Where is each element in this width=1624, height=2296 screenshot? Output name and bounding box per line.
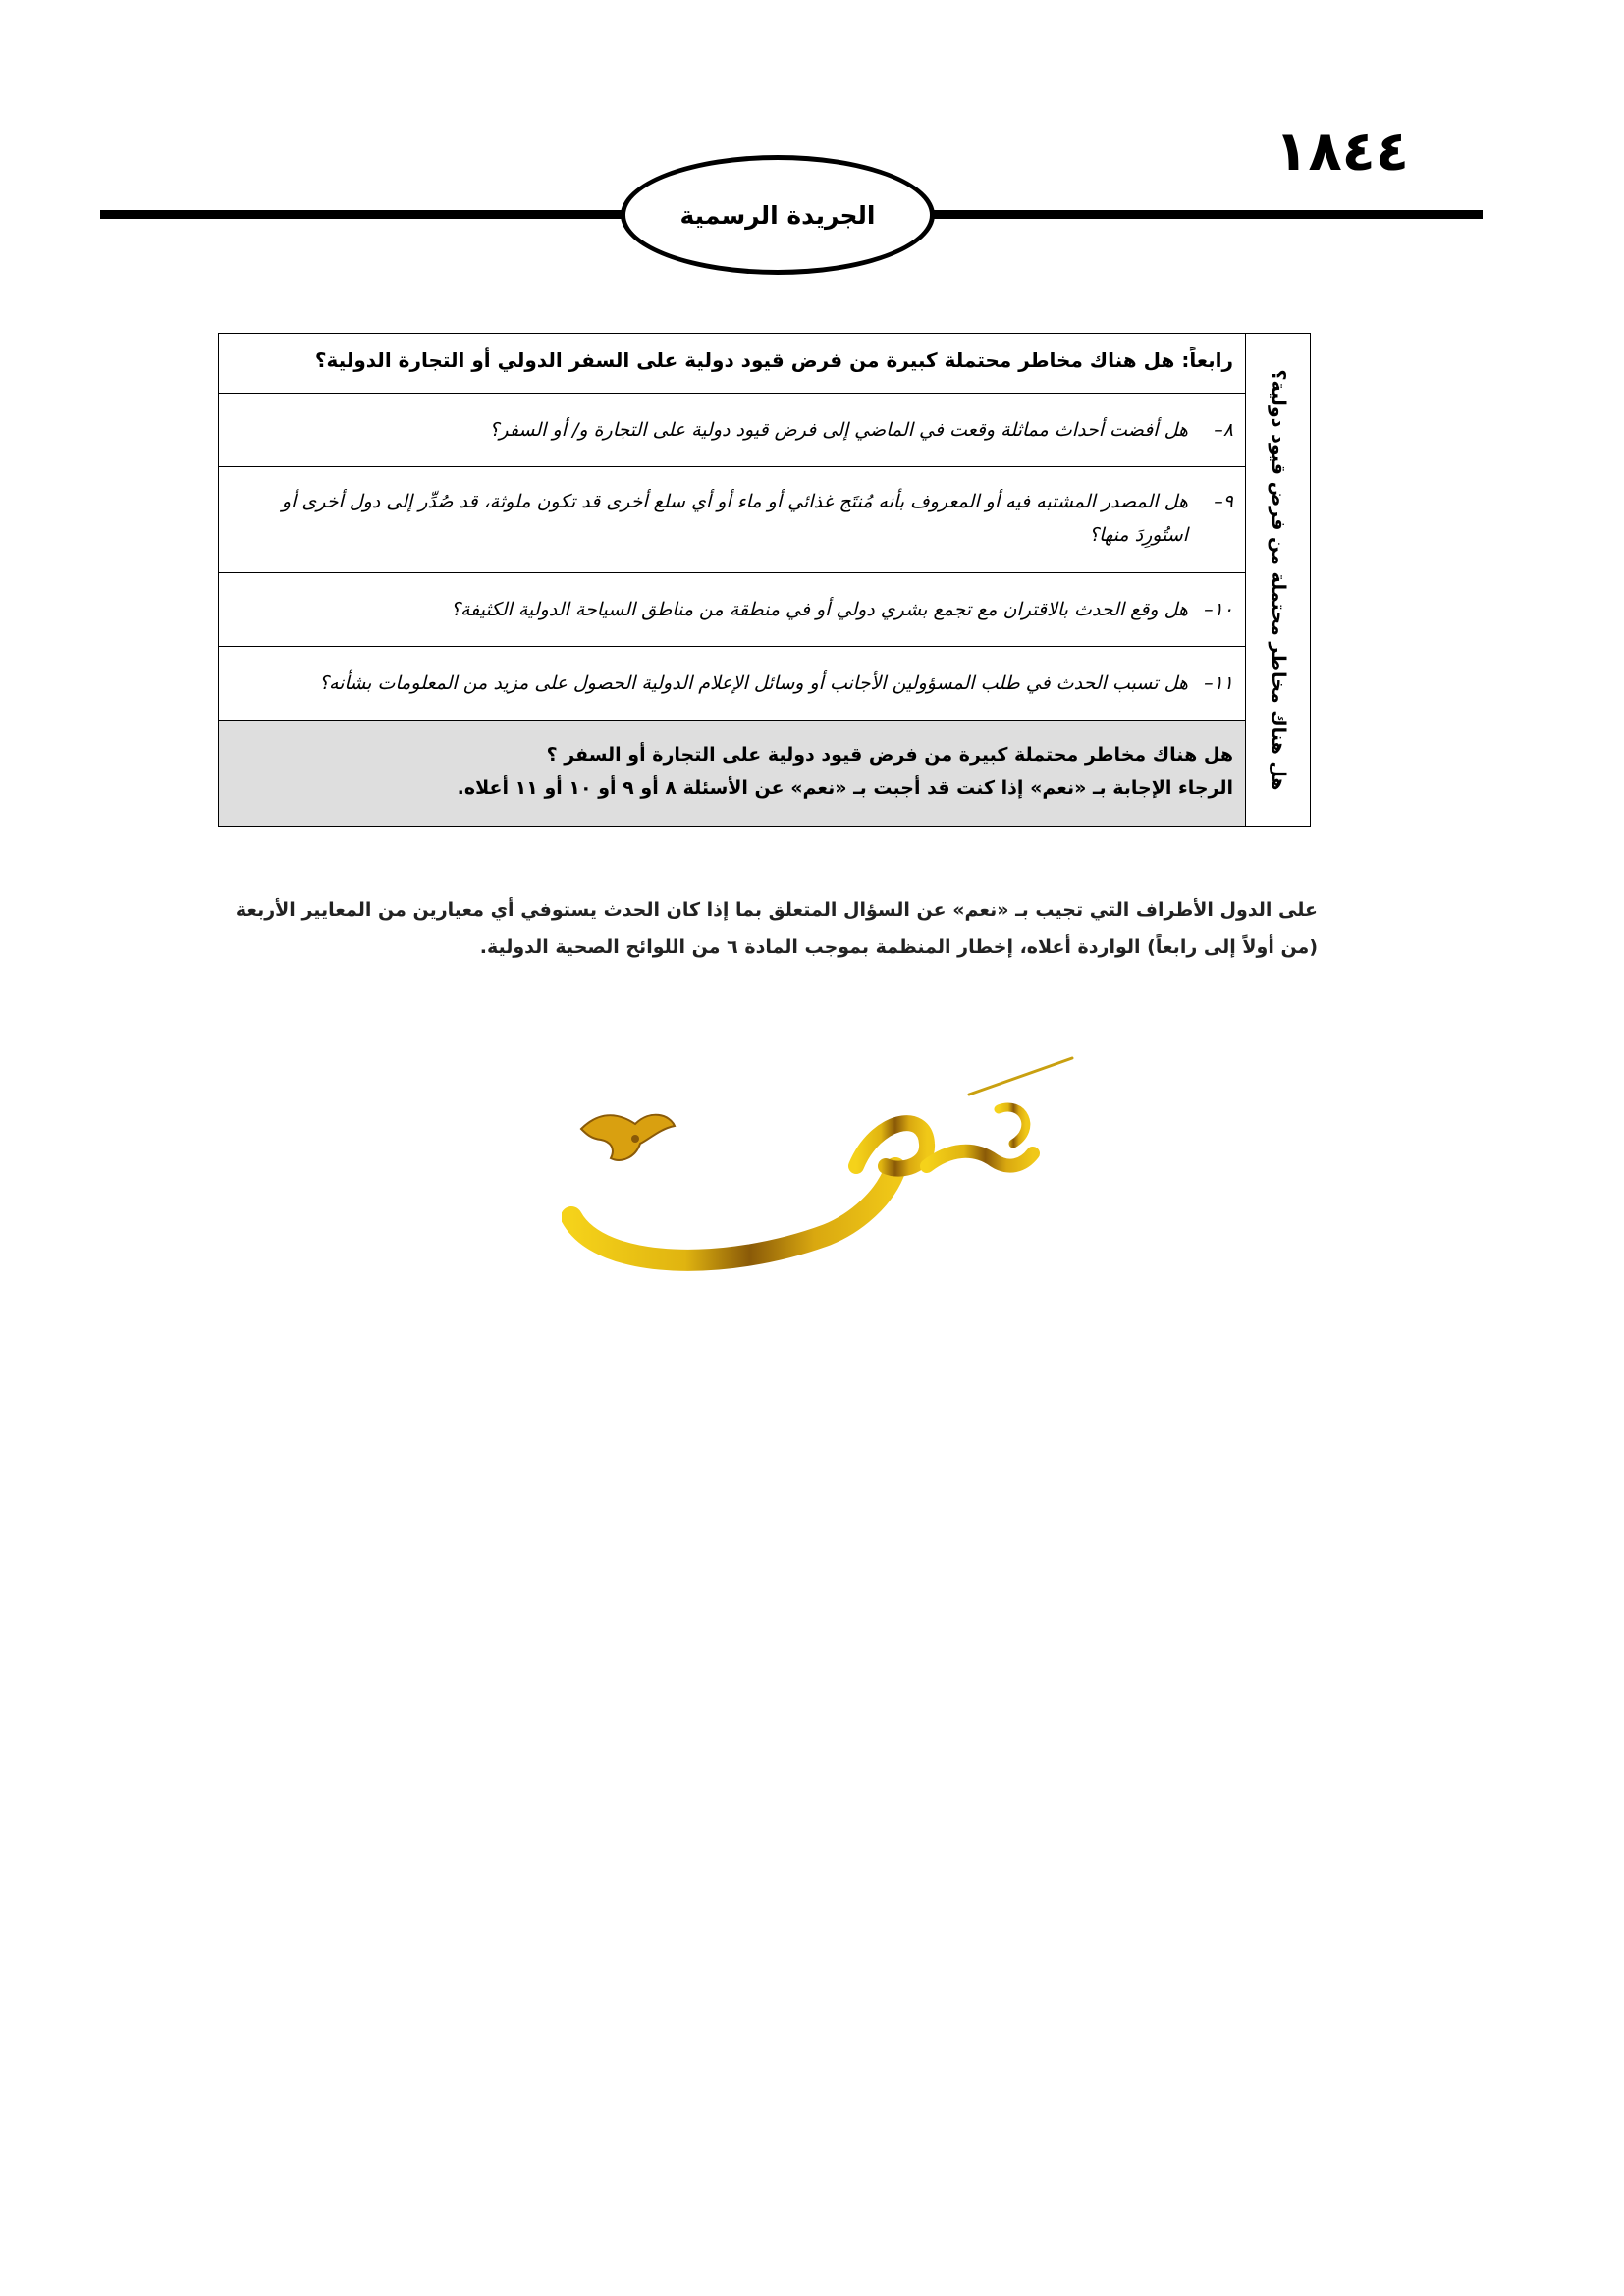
publication-name: الجريدة الرسمية <box>679 200 876 230</box>
question-text: هل المصدر المشتبه فيه أو المعروف بأنه مُنتَج غذائي أو ماء أو أي سلع أخرى قد تكون ملوثة، قد صُدِّر إلى دول أخرى أو استُورِدَ منها؟ <box>281 491 1188 546</box>
question-text: هل وقع الحدث بالاقتران مع تجمع بشري دولي أو في منطقة من مناطق السياحة الدولية الكثيفة؟ <box>450 599 1188 620</box>
side-column-label: هل هناك مخاطر محتملة من فرض قيود دولية؟ <box>1267 369 1289 790</box>
question-row <box>219 573 1245 647</box>
question-text: هل أفضت أحداث مماثلة وقعت في الماضي إلى فرض قيود دولية على التجارة و/ أو السفر؟ <box>489 419 1188 441</box>
question-row <box>219 467 1245 573</box>
bird-icon <box>581 1115 675 1160</box>
logo-stroke <box>969 1058 1072 1095</box>
summary-row <box>219 721 1245 826</box>
footnote-paragraph: على الدول الأطراف التي تجيب بـ «نعم» عن السؤال المتعلق بما إذا كان الحدث يستوفي أي معيارين من المعايير الأربعة (من أولاً إلى رابعاً) الواردة أعلاه، إخطار المنظمة بموجب المادة ٦ من اللوائح الصحية الدولية. <box>235 899 1318 958</box>
side-column <box>1245 334 1310 826</box>
question-number: ١١– <box>1204 672 1233 694</box>
logo-letter-ain <box>856 1123 927 1168</box>
question-row <box>219 647 1245 721</box>
ammon-logo <box>562 1050 1082 1276</box>
logo-letter-waw <box>999 1107 1026 1144</box>
page-number: ١٨٤٤ <box>1274 120 1409 184</box>
summary-instruction: الرجاء الإجابة بـ «نعم» إذا كنت قد أجبت بـ «نعم» عن الأسئلة ٨ أو ٩ أو ١٠ أو ١١ أعلاه. <box>457 777 1233 799</box>
question-number: ١٠– <box>1204 599 1233 620</box>
question-number: ٩– <box>1214 491 1233 512</box>
logo-swoosh <box>571 1168 895 1260</box>
question-text: هل تسبب الحدث في طلب المسؤولين الأجانب أو وسائل الإعلام الدولية الحصول على مزيد من المعلومات بشأنه؟ <box>318 672 1188 694</box>
summary-question: هل هناك مخاطر محتملة كبيرة من فرض قيود دولية على التجارة أو السفر ؟ <box>546 744 1233 766</box>
question-number: ٨– <box>1214 419 1233 441</box>
question-row <box>219 394 1245 467</box>
section-title: رابعاً: هل هناك مخاطر محتملة كبيرة من فرض قيود دولية على السفر الدولي أو التجارة الدولية؟ <box>219 334 1245 394</box>
publication-oval <box>621 155 935 275</box>
criteria-table <box>218 333 1311 827</box>
questions-column <box>219 334 1245 826</box>
logo-letter-mim <box>927 1151 1033 1166</box>
